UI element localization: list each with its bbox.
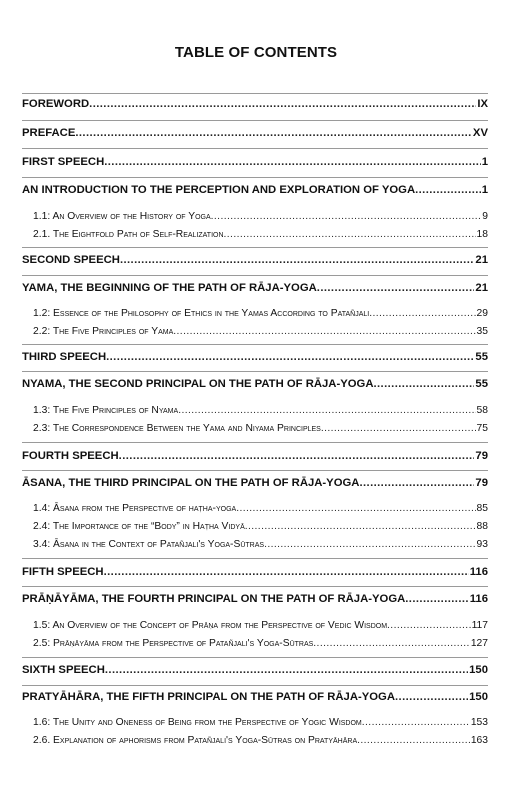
toc-subentry[interactable] [33,716,488,730]
toc-entry-label: AN INTRODUCTION TO THE PERCEPTION AND EXPLORATION OF YOGA [22,184,416,196]
toc-entry-label: PREFACE [22,127,76,139]
toc-entry-introduction[interactable] [22,183,488,197]
dot-leader [89,97,476,111]
divider [22,93,488,94]
toc-subentry[interactable] [33,520,488,534]
toc-entry-page: 150 [469,664,488,676]
toc-entry-label: 2.2: The Five Principles of Yama [33,326,174,337]
dot-leader [120,253,474,267]
dot-leader [178,404,475,418]
dot-leader [395,690,468,704]
dot-leader [313,637,470,651]
toc-entry-label: 1.2: Essence of the Philosophy of Ethics in the Yamas According to Patañjali [33,308,370,319]
divider [22,344,488,345]
dot-leader [387,619,471,633]
toc-entry-page: XV [472,127,488,139]
dot-leader [373,377,474,391]
toc-entry-nyama[interactable] [22,377,488,391]
toc-entry-label: 2.3: The Correspondence Between the Yama and Niyama Principles [33,423,321,434]
divider [22,470,488,471]
toc-entry-label: ĀSANA, THE THIRD PRINCIPAL ON THE PATH OF RĀJA-YOGA [22,477,360,489]
divider [22,177,488,178]
dot-leader [75,126,472,140]
toc-entry-label: 2.4: The Importance of the “Body” in Haṭha Vidyā [33,521,245,532]
toc-entry-label: 1.1: An Overview of the History of Yoga [33,211,211,222]
toc-entry-sixth-speech[interactable] [22,663,488,677]
toc-subentry[interactable] [33,538,488,552]
toc-entry-label: 2.6. Explanation of aphorisms from Patañjali's Yoga-Sūtras on Pratyāhāra [33,735,358,746]
divider [22,586,488,587]
toc-entry-page: 35 [476,326,488,337]
toc-entry-page: 55 [475,378,488,390]
dot-leader [224,228,476,242]
divider [22,275,488,276]
toc-entry-page: 79 [475,450,488,462]
toc-entry-label: PRĀṆĀYĀMA, THE FOURTH PRINCIPAL ON THE PATH OF RĀJA-YOGA [22,593,406,605]
divider [22,120,488,121]
toc-entry-second-speech[interactable] [22,253,488,267]
toc-entry-label: 1.4: Āsana from the Perspective of haṭha-yoga [33,503,237,514]
toc-entry-first-speech[interactable] [22,155,488,169]
dot-leader [211,210,482,224]
dot-leader [369,307,475,321]
toc-entry-page: 21 [475,282,488,294]
toc-entry-page: 21 [475,254,488,266]
divider [22,247,488,248]
toc-entry-pratyahara[interactable] [22,690,488,704]
dot-leader [104,155,480,169]
toc-entry-pranayama[interactable] [22,592,488,606]
toc-entry-page: 1 [481,184,488,196]
toc-entry-page: 79 [475,477,488,489]
toc-entry-page: 55 [475,351,488,363]
toc-entry-fourth-speech[interactable] [22,449,488,463]
toc-entry-page: 29 [476,308,488,319]
toc-subentry[interactable] [33,210,488,224]
toc-entry-preface[interactable] [22,126,488,140]
toc-subentry[interactable] [33,619,488,633]
toc-entry-label: THIRD SPEECH [22,351,107,363]
toc-entry-page: 18 [476,229,488,240]
dot-leader [106,350,474,364]
toc-subentry[interactable] [33,422,488,436]
dot-leader [357,734,470,748]
dot-leader [105,663,468,677]
toc-entry-label: SIXTH SPEECH [22,664,105,676]
divider [22,657,488,658]
toc-entry-label: 1.5: An Overview of the Concept of Prāṇa from the Perspective of Vedic Wisdom [33,620,388,631]
toc-entry-fifth-speech[interactable] [22,565,488,579]
toc-entry-yama[interactable] [22,281,488,295]
toc-entry-label: NYAMA, THE SECOND PRINCIPAL ON THE PATH OF RĀJA-YOGA [22,378,374,390]
toc-entry-page: 117 [471,620,488,631]
toc-subentry[interactable] [33,637,488,651]
dot-leader [245,520,476,534]
toc-entry-page: IX [477,98,488,110]
toc-subentry[interactable] [33,325,488,339]
dot-leader [264,538,475,552]
dot-leader [359,476,474,490]
dot-leader [317,281,475,295]
toc-entry-label: 1.6: The Unity and Oneness of Being from the Perspective of Yogic Wisdom [33,717,362,728]
toc-entry-foreword[interactable] [22,97,488,111]
toc-subentry[interactable] [33,307,488,321]
toc-entry-page: 163 [470,735,488,746]
toc-entry-label: 1.3: The Five Principles of Nyama [33,405,179,416]
toc-entry-label: 2.1. The Eightfold Path of Self-Realization [33,229,224,240]
toc-entry-label: PRATYĀHĀRA, THE FIFTH PRINCIPAL ON THE PATH OF RĀJA-YOGA [22,691,396,703]
toc-entry-label: SECOND SPEECH [22,254,120,266]
toc-entry-asana[interactable] [22,476,488,490]
toc-entry-label: FIFTH SPEECH [22,566,104,578]
toc-entry-page: 58 [476,405,488,416]
dot-leader [415,183,481,197]
toc-subentry[interactable] [33,404,488,418]
toc-subentry[interactable] [33,502,488,516]
toc-entry-page: 93 [476,539,488,550]
toc-subentry[interactable] [33,734,488,748]
divider [22,371,488,372]
toc-entry-label: FIRST SPEECH [22,156,105,168]
page-title: TABLE OF CONTENTS [174,44,338,61]
toc-entry-page: 116 [469,593,488,605]
divider [22,442,488,443]
dot-leader [173,325,475,339]
toc-entry-page: 116 [469,566,488,578]
toc-entry-label: FOURTH SPEECH [22,450,119,462]
toc-entry-page: 9 [482,211,488,222]
toc-entry-page: 75 [476,423,488,434]
toc-entry-page: 1 [481,156,488,168]
toc-entry-page: 85 [476,503,488,514]
dot-leader [321,422,476,436]
toc-subentry[interactable] [33,228,488,242]
dot-leader [236,502,475,516]
dot-leader [119,449,475,463]
toc-entry-page: 88 [476,521,488,532]
toc-entry-label: YAMA, THE BEGINNING OF THE PATH OF RĀJA-YOGA [22,282,317,294]
toc-entry-label: FOREWORD [22,98,90,110]
divider [22,148,488,149]
toc-entry-page: 150 [469,691,488,703]
toc-entry-third-speech[interactable] [22,350,488,364]
divider [22,685,488,686]
dot-leader [104,565,469,579]
dot-leader [405,592,469,606]
dot-leader [362,716,470,730]
divider [22,558,488,559]
toc-entry-label: 2.5: Prāṇāyāma from the Perspective of Patañjali's Yoga-Sūtras [33,638,314,649]
toc-entry-page: 127 [470,638,488,649]
toc-entry-page: 153 [470,717,488,728]
toc-entry-label: 3.4: Āsana in the Context of Patañjali's Yoga-Sūtras [33,539,265,550]
